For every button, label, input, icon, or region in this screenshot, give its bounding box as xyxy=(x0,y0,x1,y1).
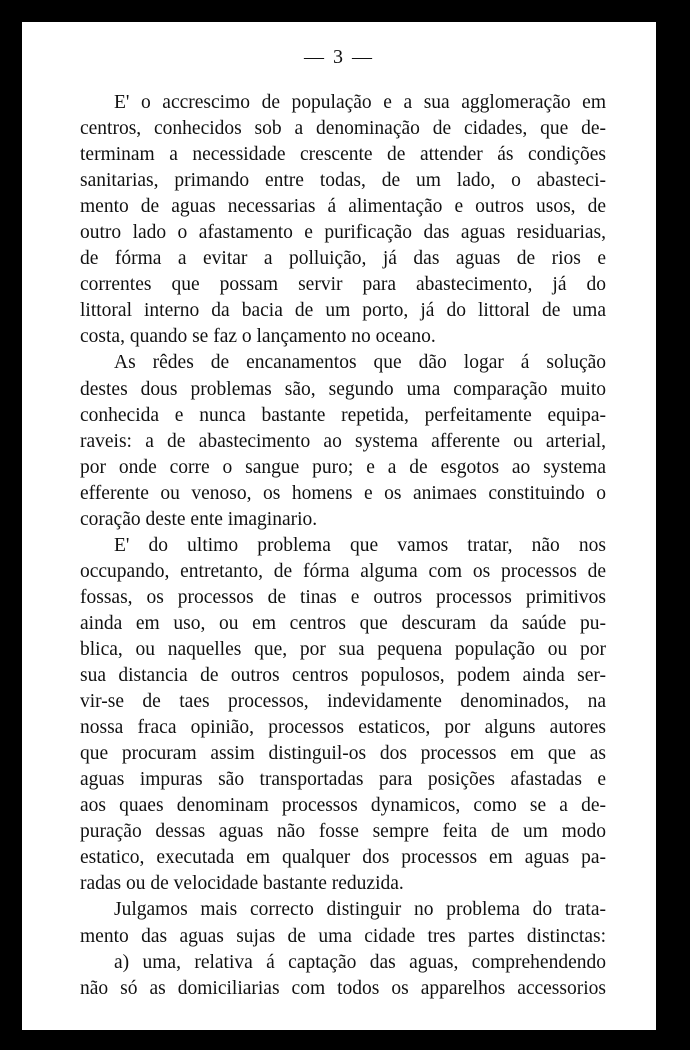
text-line: Julgamos mais correcto distinguir no problema do trata- xyxy=(114,899,606,921)
text-line: correntes que possam servir para abastecimento, já do xyxy=(80,274,606,296)
text-line: por onde corre o sangue puro; e a de esgotos ao systema xyxy=(80,456,606,478)
text-line: não só as domiciliarias com todos os apparelhos accessorios xyxy=(80,977,606,999)
text-line: aos quaes denominam processos dynamicos, como se a de- xyxy=(80,795,606,817)
text-line: E' o accrescimo de população e a sua agglomeração em xyxy=(114,92,606,113)
text-line: destes dous problemas são, segundo uma comparação muito xyxy=(80,378,606,400)
text-line: outro lado o afastamento e purificação das aguas residuarias, xyxy=(80,222,606,244)
text-line: occupando, entretanto, de fórma alguma com os processos de xyxy=(80,560,606,582)
text-line: costa, quando se faz o lançamento no oceano. xyxy=(80,326,436,348)
text-line: vir-se de taes processos, indevidamente denominados, na xyxy=(80,691,606,713)
text-line: mento das aguas sujas de uma cidade tres partes distinctas: xyxy=(80,925,606,947)
text-line: a) uma, relativa á captação das aguas, comprehendendo xyxy=(114,951,606,973)
text-line: estatico, executada em qualquer dos processos em aguas pa- xyxy=(80,847,606,869)
text-line: radas ou de velocidade bastante reduzida. xyxy=(80,873,404,895)
text-line: que procuram assim distinguil-os dos processos em que as xyxy=(80,743,606,765)
text-line: puração dessas aguas não fosse sempre feita de um modo xyxy=(80,821,606,843)
text-line: coração deste ente imaginario. xyxy=(80,508,318,530)
body-text xyxy=(80,90,606,1002)
text-line: sanitarias, primando entre todas, de um lado, o abasteci- xyxy=(80,170,606,192)
book-page xyxy=(22,22,656,1030)
text-line: blica, ou naquelles que, por sua pequena população ou por xyxy=(80,638,606,660)
text-line: fossas, os processos de tinas e outros processos primitivos xyxy=(80,586,606,608)
text-line: littoral interno da bacia de um porto, já do littoral de uma xyxy=(80,300,606,322)
text-line: raveis: a de abastecimento ao systema afferente ou arterial, xyxy=(80,430,606,452)
text-line: ainda em uso, ou em centros que descuram da saúde pu- xyxy=(80,612,606,634)
text-line: efferente ou venoso, os homens e os animaes constituindo o xyxy=(80,482,606,504)
text-line: aguas impuras são transportadas para posições afastadas e xyxy=(80,769,606,791)
text-line: centros, conhecidos sob a denominação de cidades, que de- xyxy=(80,118,606,140)
text-line: terminam a necessidade crescente de attender ás condições xyxy=(80,144,606,166)
text-line: mento de aguas necessarias á alimentação e outros usos, de xyxy=(80,196,606,218)
text-line: As rêdes de encanamentos que dão logar á solução xyxy=(114,352,606,374)
text-line: conhecida e nunca bastante repetida, perfeitamente equipa- xyxy=(80,404,606,426)
text-line: sua distancia de outros centros populosos, podem ainda ser- xyxy=(80,665,606,687)
text-line: de fórma a evitar a polluição, já das aguas de rios e xyxy=(80,248,606,270)
page-number: — 3 — xyxy=(304,46,374,68)
text-line: E' do ultimo problema que vamos tratar, não nos xyxy=(114,534,606,556)
text-line: nossa fraca opinião, processos estaticos, por alguns autores xyxy=(80,717,606,739)
